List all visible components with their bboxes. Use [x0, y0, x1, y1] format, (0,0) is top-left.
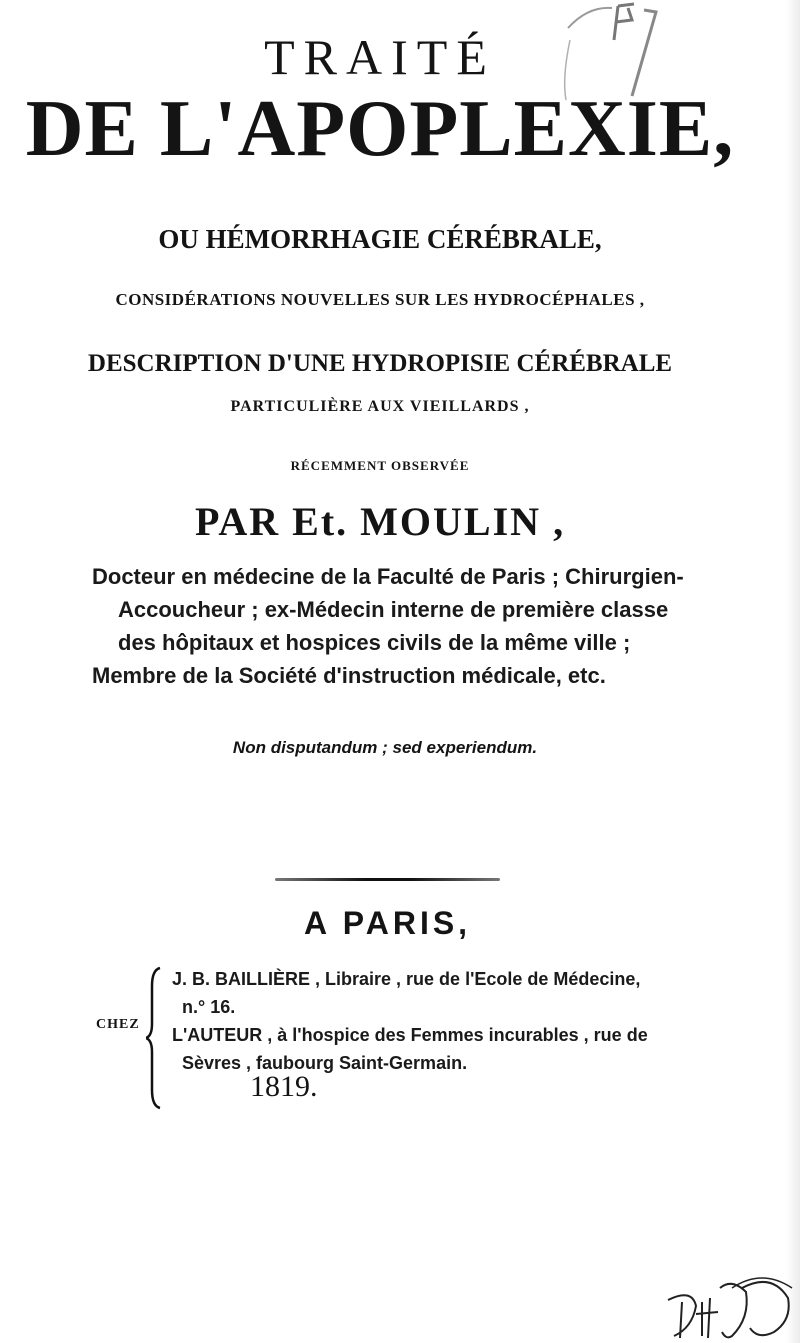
title-traite: TRAITÉ: [264, 29, 496, 85]
divider-rule: [275, 878, 500, 881]
imprint-entry-line: Sèvres , faubourg Saint-Germain.: [182, 1053, 468, 1073]
imprint-entry-line: J. B. BAILLIÈRE , Libraire , rue de l'Ecole de Médecine,: [172, 969, 641, 989]
author-bio-line: des hôpitaux et hospices civils de la même ville ;: [118, 630, 631, 655]
recent-line: RÉCEMMENT OBSERVÉE: [290, 458, 470, 473]
imprint-entry-line: n.° 16.: [182, 997, 236, 1017]
author-bio-line: Docteur en médecine de la Faculté de Paris ; Chirurgien-: [92, 564, 684, 589]
particular-line: PARTICULIÈRE AUX VIEILLARDS ,: [230, 398, 530, 415]
left-brace-icon: [146, 966, 164, 1110]
considerations-line: CONSIDÉRATIONS NOUVELLES SUR LES HYDROCÉPHALES ,: [115, 290, 645, 309]
imprint-entries: [172, 965, 732, 1077]
imprint-entry-line: L'AUTEUR , à l'hospice des Femmes incurables , rue de: [172, 1025, 648, 1045]
signature-mark: [662, 1258, 800, 1343]
epigraph: Non disputandum ; sed experiendum.: [232, 738, 538, 757]
author-bio: [92, 560, 702, 692]
author-bio-line: Membre de la Société d'instruction médicale, etc.: [92, 663, 606, 688]
author-line: PAR Et. MOULIN ,: [194, 499, 566, 544]
imprint-year: 1819.: [250, 1070, 318, 1103]
description-line: DESCRIPTION D'UNE HYDROPISIE CÉRÉBRALE: [87, 350, 673, 377]
page-edge-shadow: [786, 0, 800, 1343]
subtitle: OU HÉMORRHAGIE CÉRÉBRALE,: [158, 224, 602, 254]
imprint-chez-label: CHEZ: [96, 1017, 140, 1032]
imprint-place: A PARIS,: [303, 905, 472, 941]
author-bio-line: Accoucheur ; ex-Médecin interne de première classe: [118, 597, 669, 622]
title-main: DE L'APOPLEXIE,: [25, 85, 735, 173]
